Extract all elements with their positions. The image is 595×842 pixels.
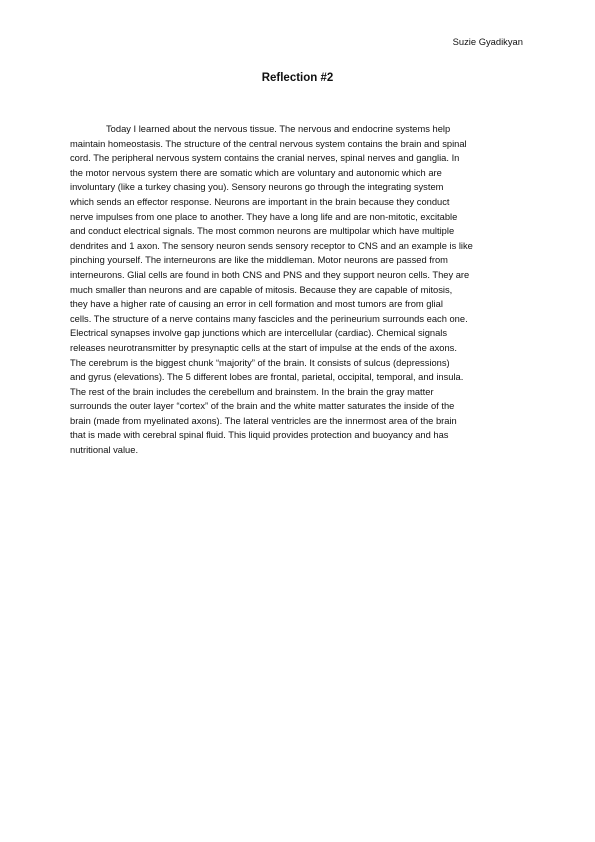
paragraph-line: cord. The peripheral nervous system contains the cranial nerves, spinal nerves and ganglia. In: [70, 153, 460, 164]
paragraph-line: and conduct electrical signals. The most common neurons are multipolar which have multiple: [70, 226, 455, 237]
paragraph-line: The cerebrum is the biggest chunk “majority” of the brain. It consists of sulcus (depressions): [70, 357, 450, 368]
paragraph-line: which sends an effector response. Neurons are important in the brain because they conduct: [70, 196, 450, 207]
paragraph-line: The rest of the brain includes the cerebellum and brainstem. In the brain the gray matter: [70, 386, 434, 397]
paragraph-line: Today I learned about the nervous tissue. The nervous and endocrine systems help: [106, 124, 451, 134]
paragraph-line: pinching yourself. The interneurons are like the middleman. Motor neurons are passed from: [70, 255, 448, 266]
paragraph-line: the motor nervous system there are somatic which are voluntary and autonomic which are: [70, 167, 442, 178]
document-title: Reflection #2: [261, 72, 334, 84]
author-name: Suzie Gyadikyan: [452, 36, 523, 47]
paragraph-line: surrounds the outer layer “cortex” of the brain and the white matter saturates the inside of the: [70, 401, 455, 412]
paragraph-line: releases neurotransmitter by presynaptic cells at the start of impulse at the ends of the axons.: [70, 342, 457, 353]
paragraph-line: nerve impulses from one place to another. They have a long life and are non-mitotic, excitable: [70, 211, 458, 222]
paragraph-line: Electrical synapses involve gap junctions which are intercellular (cardiac). Chemical signals: [70, 328, 448, 339]
paragraph-line: maintain homeostasis. The structure of the central nervous system contains the brain and spinal: [70, 138, 467, 149]
body-paragraph: [70, 122, 525, 458]
paragraph-line: dendrites and 1 axon. The sensory neuron sends sensory receptor to CNS and an example is like: [70, 240, 473, 251]
paragraph-line: involuntary (like a turkey chasing you). Sensory neurons go through the integrating system: [70, 182, 444, 193]
paragraph-line: that is made with cerebral spinal fluid. This liquid provides protection and buoyancy and has: [70, 430, 449, 441]
paragraph-line: and gyrus (elevations). The 5 different lobes are frontal, parietal, occipital, temporal, and insula.: [70, 372, 464, 383]
paragraph-line: they have a higher rate of causing an error in cell formation and most tumors are from glial: [70, 299, 443, 310]
paragraph-line: cells. The structure of a nerve contains many fascicles and the perineurium surrounds each one.: [70, 313, 468, 324]
paragraph-line: nutritional value.: [70, 445, 139, 456]
paragraph-line: interneurons. Glial cells are found in both CNS and PNS and they support neuron cells. They are: [70, 269, 470, 280]
paragraph-line: much smaller than neurons and are capable of mitosis. Because they are capable of mitosis,: [70, 284, 453, 295]
paragraph-line: brain (made from myelinated axons). The lateral ventricles are the innermost area of the brain: [70, 415, 457, 426]
